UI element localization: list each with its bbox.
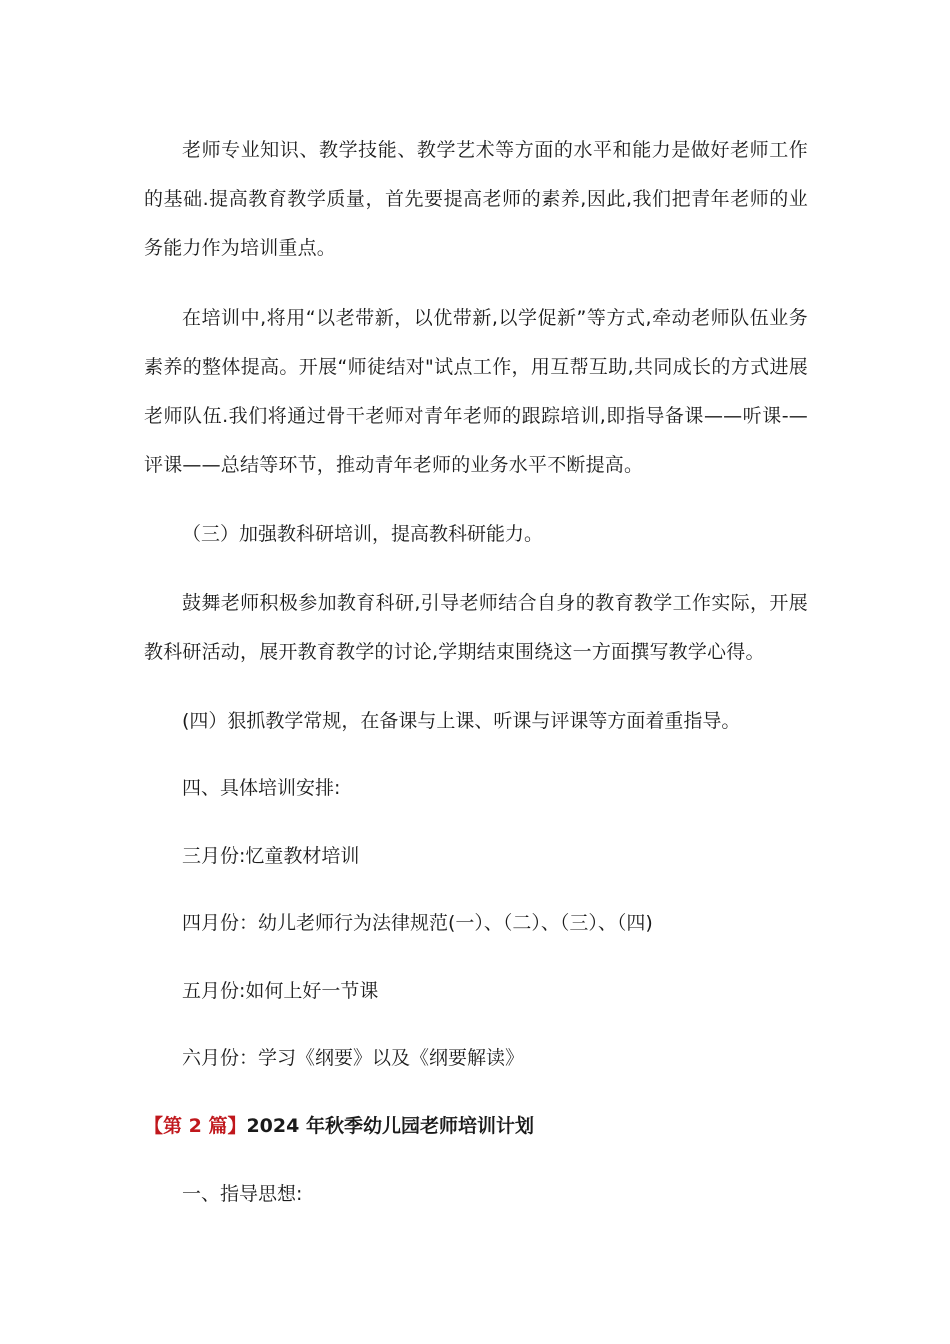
schedule-item-may: 五月份:如何上好一节课 — [182, 980, 379, 1002]
section-heading — [144, 1111, 534, 1141]
subheading-training-schedule: 四、具体培训安排: — [182, 777, 341, 799]
paragraph-teacher-skills: 老师专业知识、教学技能、教学艺术等方面的水平和能力是做好老师工作的基础.提高教育教学质量，首先要提高老师的素养,因此,我们把青年老师的业务能力作为培训重点。 — [144, 139, 808, 259]
paragraph-training-methods: 在培训中,将用“以老带新，以优带新,以学促新”等方式,牵动老师队伍业务素养的整体提高。开展“师徒结对"试点工作，用互帮互助,共同成长的方式进展老师队伍.我们将通过骨干老师对青年老师的跟踪培训,即指导备课——听课-—评课——总结等环节，推动青年老师的业务水平不断提高。 — [144, 307, 808, 476]
section-heading-tag: 【第 2 篇】 — [144, 1115, 247, 1137]
subheading-research-training: （三）加强教科研培训，提高教科研能力。 — [182, 523, 544, 545]
schedule-item-june: 六月份：学习《纲要》以及《纲要解读》 — [182, 1047, 525, 1069]
subheading-guiding-ideology: 一、指导思想: — [182, 1183, 303, 1205]
schedule-item-march: 三月份:忆童教材培训 — [182, 845, 360, 867]
section-heading-title: 2024 年秋季幼儿园老师培训计划 — [246, 1115, 534, 1137]
subheading-teaching-routine: (四）狠抓教学常规，在备课与上课、听课与评课等方面着重指导。 — [182, 710, 741, 732]
paragraph-research-encouragement: 鼓舞老师积极参加教育科研,引导老师结合自身的教育教学工作实际，开展教科研活动，展开教育教学的讨论,学期结束围绕这一方面撰写教学心得。 — [144, 592, 808, 663]
schedule-item-april: 四月份：幼儿老师行为法律规范(一）、（二）、（三）、（四) — [182, 912, 653, 934]
